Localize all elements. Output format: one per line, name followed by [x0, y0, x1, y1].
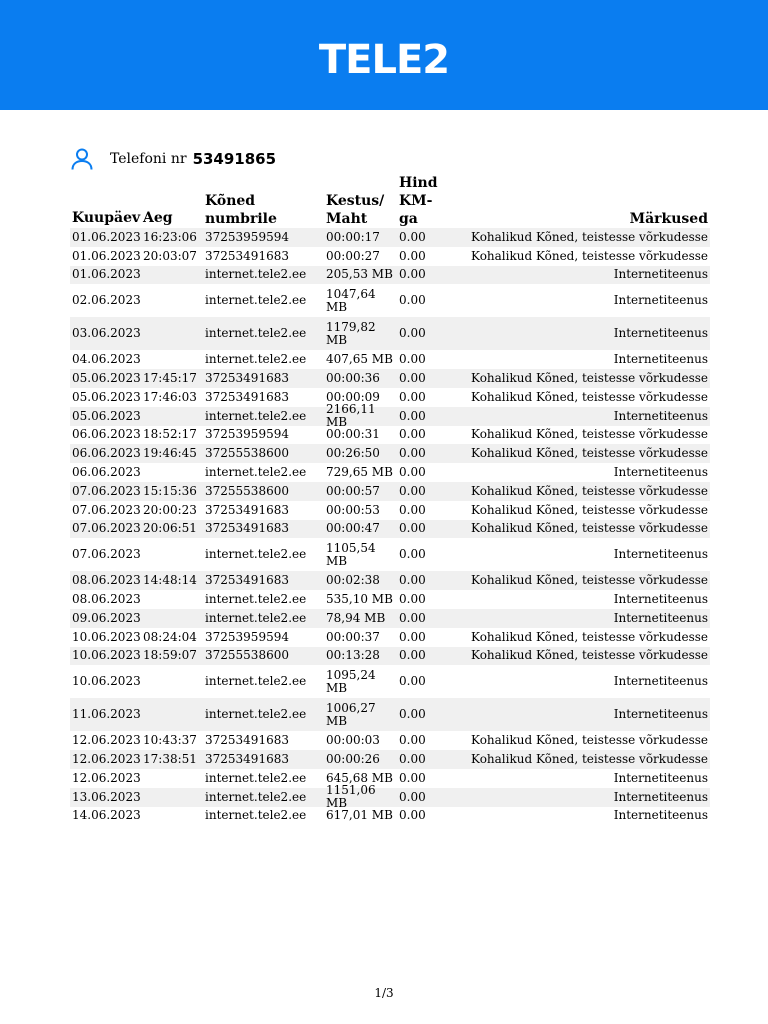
- cell-number: 37253491683: [205, 371, 289, 386]
- cell-note: Internetiteenus: [613, 465, 708, 480]
- table-row: [70, 538, 710, 571]
- cell-date: 05.06.2023: [72, 371, 141, 386]
- table-row: [70, 698, 710, 731]
- cell-date: 07.06.2023: [72, 547, 141, 562]
- cell-number: internet.tele2.ee: [205, 408, 307, 423]
- table-row: [70, 750, 710, 769]
- cell-duration: [326, 631, 399, 644]
- table-row: [70, 266, 710, 285]
- cell-number: 37253491683: [205, 248, 289, 263]
- cell-price: 0.00: [399, 573, 426, 588]
- cell-number: 37253491683: [205, 521, 289, 536]
- cell-price: 0.00: [399, 808, 426, 823]
- cell-date: 12.06.2023: [72, 752, 141, 767]
- cell-duration-line1: 00:00:09: [326, 389, 380, 404]
- cell-date: 05.06.2023: [72, 408, 141, 423]
- cell-note: Kohalikud Kõned, teistesse võrkudesse: [471, 502, 708, 517]
- table-row: [70, 783, 710, 811]
- cell-price: 0.00: [399, 326, 426, 341]
- phone-info: [70, 146, 276, 172]
- cell-duration: [326, 504, 399, 517]
- cell-duration: [326, 447, 399, 460]
- cell-duration: [326, 784, 399, 810]
- cell-number: internet.tele2.ee: [205, 770, 307, 785]
- cell-duration-line1: 645,68 MB: [326, 770, 393, 785]
- cell-date: 09.06.2023: [72, 610, 141, 625]
- table-row: [70, 228, 710, 247]
- cell-duration: [326, 809, 399, 822]
- cell-duration: [326, 250, 399, 263]
- cell-duration-line1: 00:00:17: [326, 229, 380, 244]
- cell-date: 04.06.2023: [72, 352, 141, 367]
- cell-time: 20:03:07: [143, 248, 197, 263]
- cell-note: Internetiteenus: [613, 408, 708, 423]
- cell-duration-line1: 78,94 MB: [326, 610, 386, 625]
- cell-duration: [326, 649, 399, 662]
- cell-duration-line1: 729,65 MB: [326, 465, 393, 480]
- cell-note: Internetiteenus: [613, 707, 708, 722]
- cell-duration: [326, 321, 399, 347]
- col-number: [205, 192, 326, 228]
- tele2-logo: TELE2: [318, 37, 450, 83]
- cell-duration: [326, 542, 399, 568]
- cell-time: 17:45:17: [143, 371, 197, 386]
- cell-date: 11.06.2023: [72, 707, 141, 722]
- cell-duration-line1: 00:00:37: [326, 629, 380, 644]
- cell-duration: [326, 753, 399, 766]
- cell-note: Kohalikud Kõned, teistesse võrkudesse: [471, 248, 708, 263]
- table-row: [70, 731, 710, 750]
- cell-date: 03.06.2023: [72, 326, 141, 341]
- col-duration-line2: Maht: [326, 211, 368, 227]
- cell-number: internet.tele2.ee: [205, 610, 307, 625]
- cell-number: internet.tele2.ee: [205, 707, 307, 722]
- cell-number: internet.tele2.ee: [205, 808, 307, 823]
- col-price: [399, 174, 449, 228]
- cell-date: 06.06.2023: [72, 427, 141, 442]
- cell-number: internet.tele2.ee: [205, 592, 307, 607]
- col-price-line1: Hind: [399, 175, 438, 191]
- cell-note: Internetiteenus: [613, 610, 708, 625]
- cell-duration-line1: 00:00:36: [326, 371, 380, 386]
- cell-note: Kohalikud Kõned, teistesse võrkudesse: [471, 229, 708, 244]
- cell-date: 13.06.2023: [72, 789, 141, 804]
- cell-note: Kohalikud Kõned, teistesse võrkudesse: [471, 483, 708, 498]
- cell-price: 0.00: [399, 770, 426, 785]
- cell-duration-line1: 00:00:26: [326, 752, 380, 767]
- cell-duration-line1: 00:00:27: [326, 248, 380, 263]
- table-row: [70, 665, 710, 698]
- cell-duration-line1: 535,10 MB: [326, 592, 393, 607]
- cell-price: 0.00: [399, 408, 426, 423]
- cell-price: 0.00: [399, 389, 426, 404]
- table-row: [70, 369, 710, 388]
- cell-number: 37253491683: [205, 752, 289, 767]
- cell-date: 01.06.2023: [72, 267, 141, 282]
- cell-time: 18:59:07: [143, 648, 197, 663]
- table-row: [70, 609, 710, 628]
- cell-time: 18:52:17: [143, 427, 197, 442]
- cell-price: 0.00: [399, 592, 426, 607]
- table-row: [70, 350, 710, 369]
- cell-note: Kohalikud Kõned, teistesse võrkudesse: [471, 648, 708, 663]
- cell-number: internet.tele2.ee: [205, 674, 307, 689]
- cell-price: 0.00: [399, 465, 426, 480]
- table-body: [70, 228, 710, 825]
- cell-date: 07.06.2023: [72, 483, 141, 498]
- cell-date: 08.06.2023: [72, 573, 141, 588]
- table-row: [70, 647, 710, 666]
- col-date: Kuupäev: [72, 210, 141, 226]
- col-number-line1: Kõned: [205, 193, 256, 209]
- header-bar: [0, 0, 768, 110]
- cell-date: 10.06.2023: [72, 629, 141, 644]
- cell-price: 0.00: [399, 752, 426, 767]
- cell-price: 0.00: [399, 648, 426, 663]
- table-row: [70, 501, 710, 520]
- cell-time: 19:46:45: [143, 446, 197, 461]
- cell-time: 10:43:37: [143, 733, 197, 748]
- cell-date: 05.06.2023: [72, 389, 141, 404]
- cell-date: 01.06.2023: [72, 248, 141, 263]
- cell-time: 20:06:51: [143, 521, 197, 536]
- cell-price: 0.00: [399, 674, 426, 689]
- cell-number: internet.tele2.ee: [205, 465, 307, 480]
- col-number-line2: numbrile: [205, 211, 277, 227]
- cell-note: Kohalikud Kõned, teistesse võrkudesse: [471, 733, 708, 748]
- cell-number: internet.tele2.ee: [205, 326, 307, 341]
- col-duration-line1: Kestus/: [326, 193, 385, 209]
- cell-duration-line2: MB: [326, 680, 348, 695]
- cell-date: 14.06.2023: [72, 808, 141, 823]
- table-row: [70, 444, 710, 463]
- cell-note: Internetiteenus: [613, 293, 708, 308]
- cell-duration-line1: 1047,64: [326, 286, 376, 301]
- cell-duration-line1: 617,01 MB: [326, 808, 393, 823]
- table-row: [70, 520, 710, 539]
- cell-price: 0.00: [399, 707, 426, 722]
- cell-number: 37253491683: [205, 502, 289, 517]
- cell-duration-line1: 1006,27: [326, 700, 376, 715]
- cell-duration: [326, 574, 399, 587]
- cell-duration-line2: MB: [326, 713, 348, 728]
- cell-note: Kohalikud Kõned, teistesse võrkudesse: [471, 446, 708, 461]
- table-row: [70, 463, 710, 482]
- cell-note: Internetiteenus: [613, 808, 708, 823]
- cell-duration: [326, 428, 399, 441]
- cell-duration-line1: 00:26:50: [326, 446, 380, 461]
- cell-number: internet.tele2.ee: [205, 352, 307, 367]
- cell-number: 37253491683: [205, 733, 289, 748]
- cell-date: 06.06.2023: [72, 446, 141, 461]
- cell-duration-line2: MB: [326, 553, 348, 568]
- table-row: [70, 402, 710, 430]
- cell-duration-line1: 00:00:31: [326, 427, 380, 442]
- cell-price: 0.00: [399, 352, 426, 367]
- cell-note: Kohalikud Kõned, teistesse võrkudesse: [471, 521, 708, 536]
- cell-duration: [326, 466, 399, 479]
- table-row: [70, 571, 710, 590]
- table-row: [70, 426, 710, 445]
- cell-duration-line1: 00:00:47: [326, 521, 380, 536]
- cell-price: 0.00: [399, 483, 426, 498]
- cell-duration-line1: 00:02:38: [326, 573, 380, 588]
- cell-price: 0.00: [399, 610, 426, 625]
- user-icon: [70, 147, 94, 171]
- table-header: [70, 175, 710, 228]
- cell-duration-line1: 00:00:03: [326, 733, 380, 748]
- cell-duration: [326, 403, 399, 429]
- col-price-line2: KM-ga: [399, 193, 433, 227]
- cell-time: 20:00:23: [143, 502, 197, 517]
- cell-note: Kohalikud Kõned, teistesse võrkudesse: [471, 427, 708, 442]
- col-notes: Märkused: [629, 211, 708, 227]
- cell-number: internet.tele2.ee: [205, 267, 307, 282]
- page-number: 1/3: [374, 986, 394, 1000]
- cell-note: Internetiteenus: [613, 674, 708, 689]
- cell-duration-line1: 2166,11 MB: [326, 402, 376, 430]
- table-row: [70, 284, 710, 317]
- cell-price: 0.00: [399, 521, 426, 536]
- calls-table: [70, 175, 710, 825]
- cell-note: Internetiteenus: [613, 789, 708, 804]
- phone-number: 53491865: [192, 150, 277, 168]
- cell-duration: [326, 372, 399, 385]
- cell-date: 06.06.2023: [72, 465, 141, 480]
- cell-note: Internetiteenus: [613, 770, 708, 785]
- cell-date: 12.06.2023: [72, 733, 141, 748]
- cell-time: 14:48:14: [143, 573, 197, 588]
- cell-date: 07.06.2023: [72, 502, 141, 517]
- cell-duration: [326, 522, 399, 535]
- cell-note: Kohalikud Kõned, teistesse võrkudesse: [471, 389, 708, 404]
- cell-duration-line1: 1095,24: [326, 667, 376, 682]
- cell-time: 17:38:51: [143, 752, 197, 767]
- cell-duration: [326, 593, 399, 606]
- cell-duration: [326, 231, 399, 244]
- cell-price: 0.00: [399, 789, 426, 804]
- cell-note: Kohalikud Kõned, teistesse võrkudesse: [471, 752, 708, 767]
- cell-price: 0.00: [399, 446, 426, 461]
- cell-price: 0.00: [399, 371, 426, 386]
- cell-date: 01.06.2023: [72, 229, 141, 244]
- cell-number: internet.tele2.ee: [205, 293, 307, 308]
- cell-note: Internetiteenus: [613, 547, 708, 562]
- cell-note: Internetiteenus: [613, 352, 708, 367]
- cell-price: 0.00: [399, 293, 426, 308]
- cell-time: 17:46:03: [143, 389, 197, 404]
- cell-number: 37253491683: [205, 389, 289, 404]
- cell-number: 37255538600: [205, 446, 289, 461]
- table-row: [70, 590, 710, 609]
- cell-duration: [326, 612, 399, 625]
- cell-duration-line1: 1179,82: [326, 319, 376, 334]
- cell-number: 37253959594: [205, 229, 289, 244]
- cell-date: 07.06.2023: [72, 521, 141, 536]
- cell-number: 37253959594: [205, 427, 289, 442]
- cell-time: 15:15:36: [143, 483, 197, 498]
- cell-duration: [326, 734, 399, 747]
- phone-label: Telefoni nr: [110, 151, 187, 167]
- cell-duration-line1: 407,65 MB: [326, 352, 393, 367]
- cell-duration-line2: MB: [326, 332, 348, 347]
- cell-time: 08:24:04: [143, 629, 197, 644]
- cell-date: 02.06.2023: [72, 293, 141, 308]
- cell-duration-line1: 1105,54: [326, 540, 376, 555]
- table-row: [70, 628, 710, 647]
- cell-duration-line1: 205,53 MB: [326, 267, 393, 282]
- cell-duration-line2: MB: [326, 299, 348, 314]
- cell-note: Internetiteenus: [613, 267, 708, 282]
- cell-number: 37255538600: [205, 648, 289, 663]
- cell-number: 37255538600: [205, 483, 289, 498]
- cell-number: internet.tele2.ee: [205, 547, 307, 562]
- cell-duration-line1: 00:00:53: [326, 502, 380, 517]
- cell-date: 10.06.2023: [72, 648, 141, 663]
- cell-date: 10.06.2023: [72, 674, 141, 689]
- cell-note: Internetiteenus: [613, 326, 708, 341]
- cell-price: 0.00: [399, 267, 426, 282]
- cell-price: 0.00: [399, 427, 426, 442]
- cell-date: 08.06.2023: [72, 592, 141, 607]
- cell-price: 0.00: [399, 733, 426, 748]
- cell-note: Internetiteenus: [613, 592, 708, 607]
- cell-note: Kohalikud Kõned, teistesse võrkudesse: [471, 629, 708, 644]
- cell-time: 16:23:06: [143, 229, 197, 244]
- cell-duration: [326, 702, 399, 728]
- cell-note: Kohalikud Kõned, teistesse võrkudesse: [471, 371, 708, 386]
- cell-duration: [326, 485, 399, 498]
- cell-price: 0.00: [399, 502, 426, 517]
- cell-note: Kohalikud Kõned, teistesse võrkudesse: [471, 573, 708, 588]
- cell-duration: [326, 353, 399, 366]
- cell-price: 0.00: [399, 629, 426, 644]
- table-row: [70, 482, 710, 501]
- cell-number: 37253959594: [205, 629, 289, 644]
- cell-date: 12.06.2023: [72, 770, 141, 785]
- cell-price: 0.00: [399, 229, 426, 244]
- col-duration: [326, 192, 399, 228]
- cell-duration: [326, 288, 399, 314]
- table-row: [70, 317, 710, 350]
- cell-duration: [326, 268, 399, 281]
- cell-duration-line1: 1151,06 MB: [326, 783, 376, 811]
- col-time: Aeg: [143, 210, 173, 226]
- cell-duration: [326, 669, 399, 695]
- cell-duration-line1: 00:13:28: [326, 648, 380, 663]
- cell-number: 37253491683: [205, 573, 289, 588]
- cell-price: 0.00: [399, 248, 426, 263]
- table-row: [70, 247, 710, 266]
- cell-price: 0.00: [399, 547, 426, 562]
- cell-number: internet.tele2.ee: [205, 789, 307, 804]
- table-row: [70, 807, 710, 826]
- cell-duration-line1: 00:00:57: [326, 483, 380, 498]
